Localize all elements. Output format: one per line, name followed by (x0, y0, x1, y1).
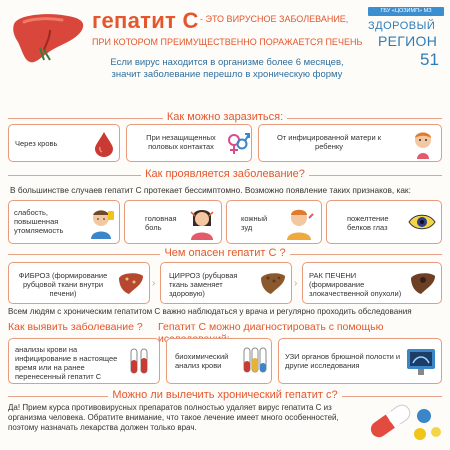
infection-card-mother (258, 124, 442, 162)
itch-icon (283, 206, 315, 240)
danger-note: Всем людям с хроническим гепатитом С важно наблюдаться у врача и регулярно проходить обследования (8, 307, 412, 316)
symptom-text: слабость, повышенная утомляемость (14, 208, 64, 235)
danger-text: ФИБРОЗ (формирование рубцовой ткани внутри печени) (18, 271, 108, 298)
arrow-icon: › (294, 278, 298, 289)
gender-symbols-icon (225, 130, 251, 158)
cancer-liver-icon (409, 270, 437, 296)
brand-word1: ЗДОРОВЫЙ (368, 20, 436, 32)
cure-text: Да! Прием курса противовирусных препаратов полностью удаляет вирус гепатита С из организма человека. Обратите внимание, что такое лечение имеет много особенностей, поэтому назначать лекарства должен только врач. (8, 403, 339, 432)
brand-word2: РЕГИОН (378, 33, 438, 49)
danger-card-fibrosis (8, 262, 150, 304)
arrow-icon: › (152, 278, 156, 289)
pills-icon (360, 398, 444, 446)
page-title: гепатит С (92, 8, 199, 33)
child-icon (409, 129, 437, 159)
section-symptoms-title: Как проявляется заболевание? (0, 168, 450, 180)
headache-icon (187, 206, 217, 240)
danger-card-cancer (302, 262, 442, 304)
detect-text: биохимический анализ крови (175, 352, 229, 370)
detect-text: УЗИ органов брюшной полости и другие исследования (285, 352, 401, 370)
danger-card-cirrhosis (160, 262, 292, 304)
test-tubes-icon (241, 346, 269, 378)
blood-tubes-icon (127, 346, 155, 378)
title-rest-line2: ПРИ КОТОРОМ ПРЕИМУЩЕСТВЕННО ПОРАЖАЕТСЯ ПЕЧЕНЬ (92, 37, 363, 47)
section-danger-title: Чем опасен гепатит С ? (0, 247, 450, 259)
danger-text: ЦИРРОЗ (рубцовая ткань заменяет здоровую) (169, 271, 238, 298)
symptom-card-yellow-eyes (326, 200, 442, 244)
symptom-card-itch (226, 200, 322, 244)
section-cure-title: Можно ли вылечить хронический гепатит с? (0, 389, 450, 401)
fibrosis-liver-icon (117, 270, 145, 296)
detect-card-ultrasound (278, 338, 442, 384)
brand-number: 51 (420, 50, 439, 69)
ultrasound-icon (405, 347, 437, 377)
title-rest-line1: - ЭТО ВИРУСНОЕ ЗАБОЛЕВАНИЕ, (200, 14, 349, 24)
symptom-text: пожелтение белков глаз (347, 214, 389, 232)
detect-card-biochem (166, 338, 272, 384)
cirrhosis-liver-icon (259, 270, 287, 296)
infection-text: При незащищенных половых контактах (146, 133, 216, 151)
lead-line1: Если вирус находится в организме более 6 месяцев, (110, 57, 344, 68)
symptom-card-fatigue (8, 200, 120, 244)
section-detect-subtitle: Гепатит С можно диагностировать с помощью (158, 321, 384, 333)
symptom-text: головная боль (145, 214, 177, 232)
infection-card-sexual (126, 124, 252, 162)
brand-tag: ГБУ «ЦОЗИМП» МЗ (368, 7, 444, 16)
infection-card-blood (8, 124, 120, 162)
infection-text: Через кровь (15, 139, 58, 148)
lead-line2: значит заболевание перешло в хроническую форму (111, 69, 343, 80)
blood-drop-icon (93, 131, 115, 157)
detect-card-blood-tests (8, 338, 160, 384)
symptoms-intro: В большинстве случаев гепатит С протекает бессимптомно. Возможно появление таких признаков, как: (10, 185, 411, 195)
danger-text: РАК ПЕЧЕНИ (формирование злокачественной опухоли) (309, 271, 402, 298)
tired-man-icon (87, 207, 117, 239)
section-infection-title: Как можно заразиться: (0, 111, 450, 123)
infection-text: От инфицированной матери к ребенку (276, 133, 382, 151)
yellow-eye-icon (407, 211, 437, 233)
section-detect-title: Как выявить заболевание ? (8, 321, 143, 333)
symptom-text: кожный зуд (241, 214, 268, 232)
symptom-card-headache (124, 200, 222, 244)
liver-icon (10, 10, 88, 66)
detect-text: анализы крови на инфицирование в настоящее время или на ранее перенесенный гепатит С (15, 345, 118, 381)
